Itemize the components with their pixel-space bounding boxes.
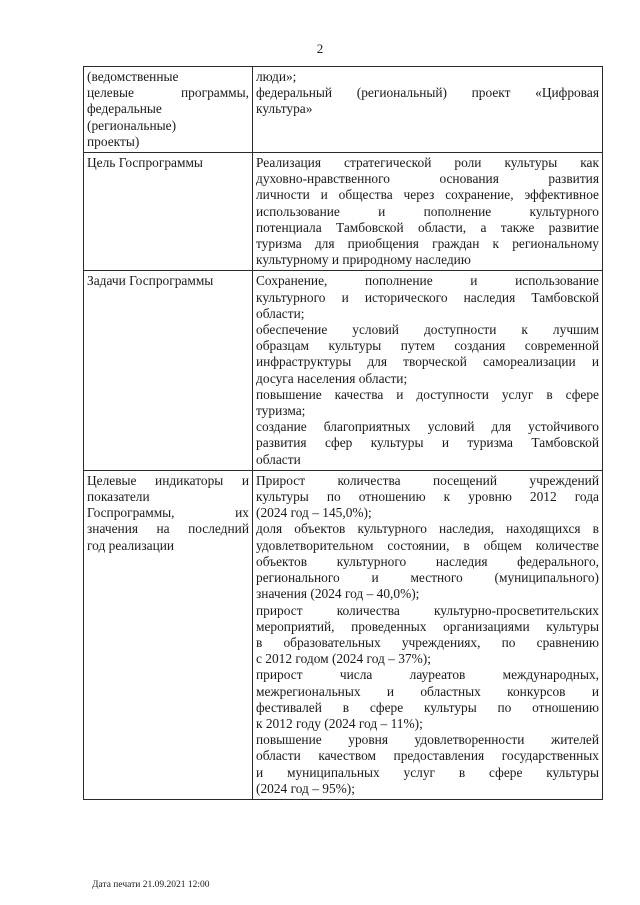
row-label-cell — [84, 67, 253, 153]
content-line: культура» — [256, 101, 313, 117]
content-line: туризма для приобщения граждан к региональному — [256, 236, 599, 252]
label-line: федеральные — [87, 101, 162, 117]
content-line: к 2012 году (2024 год – 11%); — [256, 715, 423, 731]
label-line: Госпрограммы, их — [87, 505, 249, 521]
content-line: федеральный (региональный) проект «Цифровая — [256, 85, 599, 101]
page-number: 2 — [316, 41, 324, 56]
content-line: (2024 год – 145,0%); — [256, 505, 372, 521]
content-line: (2024 год – 95%); — [256, 780, 355, 796]
row-label-cell — [84, 470, 253, 799]
content-line: инфраструктуры для творческой самореализации и — [256, 354, 599, 370]
content-line: объектов культурного наследия федерального, — [256, 553, 599, 569]
label-line: целевые программы, — [87, 85, 249, 101]
content-line: прирост числа лауреатов международных, — [256, 667, 599, 683]
table-row — [84, 470, 603, 799]
content-line: личности и общества через сохранение, эффективное — [256, 187, 599, 203]
table-row — [84, 153, 603, 271]
content-line: удовлетворительном состоянии, в общем количестве — [256, 537, 599, 553]
label-line: Задачи Госпрограммы — [87, 273, 214, 289]
content-line: культуры по отношению к уровню 2012 года — [256, 489, 599, 505]
content-line: досуга населения области; — [256, 370, 408, 386]
label-line: показатели — [87, 489, 150, 505]
content-line: области качеством предоставления государственных — [256, 748, 599, 764]
content-line: духовно-нравственного основания развития — [256, 171, 599, 187]
content-line: использование и пополнение культурного — [256, 203, 599, 219]
row-content-cell — [253, 153, 603, 271]
content-line: повышение качества и доступности услуг в сфере — [256, 386, 599, 402]
label-line: проекты) — [87, 133, 140, 149]
label-line: значения на последний — [87, 521, 249, 537]
content-line: области — [256, 451, 301, 467]
content-line: мероприятий, проведенных организациями культуры — [256, 618, 599, 634]
content-line: регионального и местного (муниципального) — [256, 570, 599, 586]
label-line: Целевые индикаторы и — [87, 472, 249, 488]
label-line: год реализации — [87, 537, 175, 553]
content-line: доля объектов культурного наследия, находящихся в — [256, 521, 599, 537]
content-line: люди»; — [256, 69, 297, 84]
row-label-cell — [84, 271, 253, 470]
content-line: Прирост количества посещений учреждений — [256, 472, 599, 488]
row-content-cell — [253, 470, 603, 799]
content-line: создание благоприятных условий для устойчивого — [256, 419, 599, 435]
content-line: Реализация стратегической роли культуры как — [256, 155, 599, 171]
content-line: прирост количества культурно-просветительских — [256, 602, 599, 618]
print-date: Дата печати 21.09.2021 12:00 — [92, 880, 210, 890]
content-line: фестивалей в сфере культуры по отношению — [256, 699, 599, 715]
table-row — [84, 67, 603, 153]
program-table — [83, 66, 603, 800]
content-line: Сохранение, пополнение и использование — [256, 273, 599, 289]
content-line: обеспечение условий доступности к лучшим — [256, 322, 599, 338]
content-line: развития сфер культуры и туризма Тамбовской — [256, 435, 599, 451]
row-content-cell — [253, 67, 603, 153]
table-row — [84, 271, 603, 470]
content-line: культурного и исторического наследия Тамбовской — [256, 289, 599, 305]
content-line: межрегиональных и областных конкурсов и — [256, 683, 599, 699]
content-line: значения (2024 год – 40,0%); — [256, 586, 420, 602]
content-line: потенциала Тамбовской области, а также развитие — [256, 219, 599, 235]
content-line: туризма; — [256, 403, 306, 419]
row-content-cell — [253, 271, 603, 470]
content-line: образцам культуры путем создания современной — [256, 338, 599, 354]
content-line: культурному и природному наследию — [256, 252, 471, 268]
label-line: (региональные) — [87, 117, 177, 133]
content-line: повышение уровня удовлетворенности жителей — [256, 732, 599, 748]
label-line: Цель Госпрограммы — [87, 155, 203, 171]
row-label-cell — [84, 153, 253, 271]
content-line: и муниципальных услуг в сфере культуры — [256, 764, 599, 780]
content-line: области; — [256, 305, 305, 321]
content-line: в образовательных учреждениях, по сравнению — [256, 634, 599, 650]
content-line: с 2012 годом (2024 год – 37%); — [256, 651, 431, 667]
table-body — [84, 67, 603, 800]
label-line: (ведомственные — [87, 69, 179, 84]
